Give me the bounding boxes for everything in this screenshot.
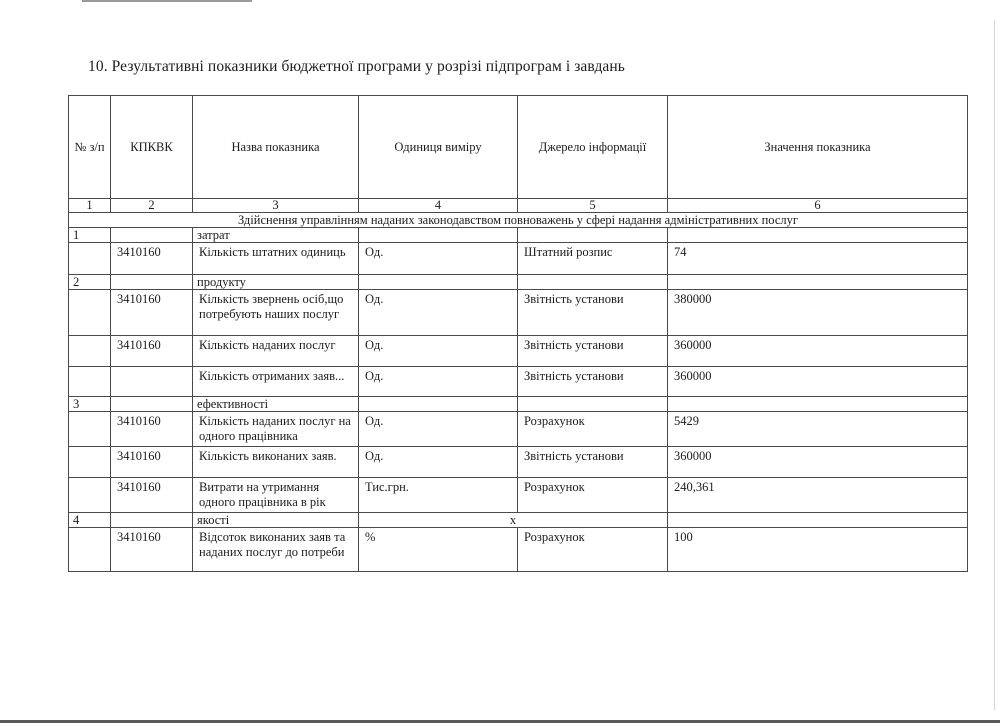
- row-value: 5429: [668, 412, 968, 447]
- row-kpkvk: 3410160: [111, 243, 193, 275]
- row-indicator-name: Кількість наданих послуг: [193, 336, 359, 367]
- row-unit: Од.: [359, 243, 518, 275]
- group-name: ефективності: [193, 397, 359, 412]
- row-source: Штатний розпис: [518, 243, 668, 275]
- header-number: № з/п: [69, 96, 111, 199]
- table-row: [69, 336, 968, 367]
- row-indicator-name: Кількість наданих послуг на одного працівника: [193, 412, 359, 447]
- group-number: 3: [69, 397, 111, 412]
- row-value: 360000: [668, 367, 968, 397]
- table-row: [69, 478, 968, 513]
- row-unit: Од.: [359, 412, 518, 447]
- group-row: [69, 228, 968, 243]
- table-row: [69, 412, 968, 447]
- scan-edge-top: [82, 0, 252, 2]
- scan-edge-right: [994, 20, 995, 710]
- row-unit: Од.: [359, 336, 518, 367]
- table-row: [69, 528, 968, 572]
- column-number: 6: [668, 199, 968, 213]
- row-value: 380000: [668, 290, 968, 336]
- row-source: Розрахунок: [518, 478, 668, 513]
- column-number: 1: [69, 199, 111, 213]
- row-unit: Тис.грн.: [359, 478, 518, 513]
- row-unit: Од.: [359, 447, 518, 478]
- section-row: [69, 213, 968, 228]
- column-number: 5: [518, 199, 668, 213]
- table-row: [69, 447, 968, 478]
- group-name: якості: [193, 513, 359, 528]
- column-number: 4: [359, 199, 518, 213]
- row-value: 240,361: [668, 478, 968, 513]
- group-number: 2: [69, 275, 111, 290]
- row-unit: %: [359, 528, 518, 572]
- scan-edge-bottom: [0, 720, 1000, 723]
- row-value: 360000: [668, 447, 968, 478]
- row-kpkvk: 3410160: [111, 412, 193, 447]
- header-row: [69, 96, 968, 199]
- row-source: Розрахунок: [518, 412, 668, 447]
- group-name: затрат: [193, 228, 359, 243]
- group-marker: x: [359, 513, 668, 528]
- row-unit: Од.: [359, 290, 518, 336]
- row-indicator-name: Відсоток виконаних заяв та наданих послуг до потреби: [193, 528, 359, 572]
- group-row: [69, 275, 968, 290]
- table-row: [69, 367, 968, 397]
- section-title: Здійснення управлінням наданих законодавством повноважень у сфері надання адміністративних послуг: [69, 213, 968, 228]
- row-indicator-name: Кількість отриманих заяв...: [193, 367, 359, 397]
- row-source: Звітність установи: [518, 447, 668, 478]
- row-source: Звітність установи: [518, 367, 668, 397]
- row-source: Звітність установи: [518, 336, 668, 367]
- group-number: 4: [69, 513, 111, 528]
- group-name: продукту: [193, 275, 359, 290]
- row-value: 74: [668, 243, 968, 275]
- header-kpkvk: КПКВК: [111, 96, 193, 199]
- header-source: Джерело інформації: [518, 96, 668, 199]
- group-row: [69, 397, 968, 412]
- row-indicator-name: Кількість звернень осіб,що потребують наших послуг: [193, 290, 359, 336]
- document-title: 10. Результативні показники бюджетної програми у розрізі підпрограм і завдань: [88, 58, 625, 75]
- group-row: [69, 513, 968, 528]
- row-indicator-name: Витрати на утримання одного працівника в рік: [193, 478, 359, 513]
- header-unit: Одиниця виміру: [359, 96, 518, 199]
- column-number: 2: [111, 199, 193, 213]
- column-number: 3: [193, 199, 359, 213]
- row-kpkvk: 3410160: [111, 290, 193, 336]
- header-indicator-name: Назва показника: [193, 96, 359, 199]
- row-kpkvk: 3410160: [111, 478, 193, 513]
- row-kpkvk: [111, 367, 193, 397]
- table-row: [69, 243, 968, 275]
- row-indicator-name: Кількість виконаних заяв.: [193, 447, 359, 478]
- row-kpkvk: 3410160: [111, 336, 193, 367]
- row-source: Звітність установи: [518, 290, 668, 336]
- row-value: 360000: [668, 336, 968, 367]
- performance-indicators-table: [68, 95, 968, 572]
- row-kpkvk: 3410160: [111, 528, 193, 572]
- row-source: Розрахунок: [518, 528, 668, 572]
- header-value: Значення показника: [668, 96, 968, 199]
- group-kpkvk-empty: [111, 228, 193, 243]
- table-row: [69, 290, 968, 336]
- row-value: 100: [668, 528, 968, 572]
- row-indicator-name: Кількість штатних одиниць: [193, 243, 359, 275]
- row-unit: Од.: [359, 367, 518, 397]
- group-number: 1: [69, 228, 111, 243]
- row-kpkvk: 3410160: [111, 447, 193, 478]
- column-numbers-row: [69, 199, 968, 213]
